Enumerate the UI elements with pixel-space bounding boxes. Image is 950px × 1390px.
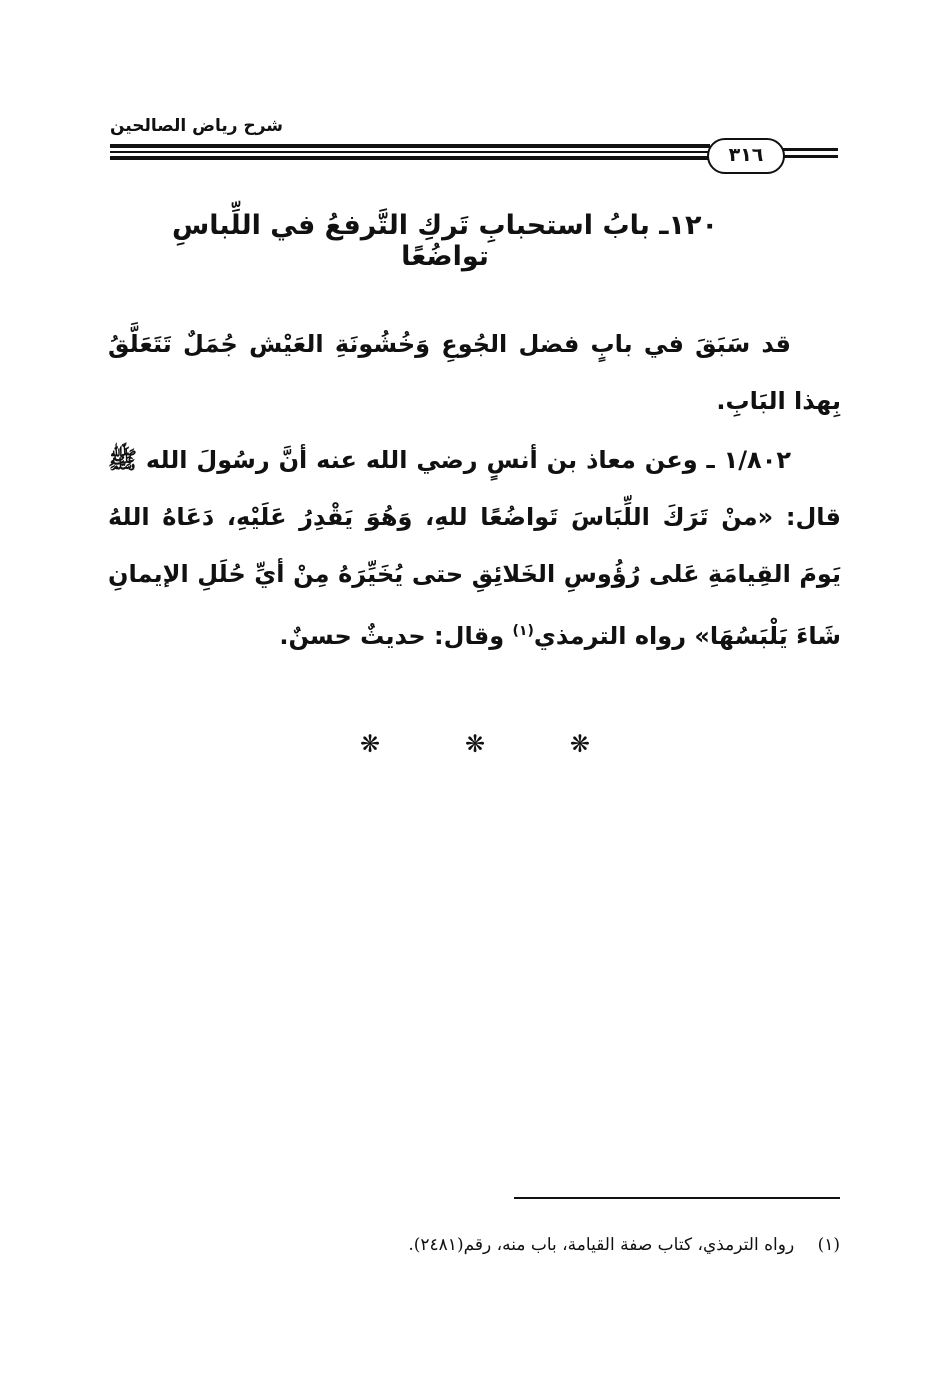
narration: رواه الترمذي bbox=[533, 622, 687, 650]
header-rule-bottom bbox=[110, 156, 710, 160]
intro-paragraph: قد سَبَقَ في بابٍ فضل الجُوعِ وَخُشُونَةِ العَيْش جُمَلٌ تَتَعَلَّقُ بِهذا البَابِ. bbox=[108, 330, 841, 415]
hadith-lead: ١/٨٠٢ ـ وعن معاذ بن أنسٍ رضي الله عنه أنَّ رسُولَ الله ﷺ قال: bbox=[108, 446, 841, 531]
chapter-heading: ١٢٠ـ بابُ استحبابِ تَركِ التَّرفعُ في اللِّباسِ تواضُعًا bbox=[172, 210, 718, 272]
separator-ornament: ❋ bbox=[360, 730, 381, 758]
hadith-text: «منْ تَرَكَ اللِّبَاسَ تَواضُعًا للهِ، وَهُوَ يَقْدِرُ عَلَيْهِ، دَعَاهُ اللهُ يَومَ القِيامَةِ عَلى رُؤُوسِ الخَلائِقِ حتى يُخَيِّرَهُ مِنْ أيِّ حُلَلِ الإيمانِ شَاءَ يَلْبَسُهَا» bbox=[108, 503, 841, 650]
footnote-ref[interactable]: (١) bbox=[512, 623, 534, 639]
footnote-divider bbox=[514, 1197, 840, 1199]
separator-ornament: ❋ bbox=[569, 730, 590, 758]
hadith-paragraph bbox=[108, 432, 841, 665]
grading: وقال: حديثٌ حسنٌ. bbox=[279, 622, 505, 650]
footnote-text: رواه الترمذي، كتاب صفة القيامة، باب منه، رقم(٢٤٨١). bbox=[408, 1235, 795, 1255]
page-number: ٣١٦ bbox=[707, 138, 785, 174]
header-rule-top bbox=[110, 144, 710, 148]
header-rule-right-top bbox=[782, 148, 838, 151]
running-title: شرح رياض الصالحين bbox=[110, 116, 284, 136]
header-rule-right-bottom bbox=[782, 155, 838, 158]
header-rule-middle bbox=[110, 151, 710, 153]
footnote-number: (١) bbox=[817, 1235, 840, 1255]
section-separator bbox=[360, 730, 590, 758]
footnote bbox=[408, 1235, 840, 1255]
separator-ornament: ❋ bbox=[464, 730, 486, 758]
